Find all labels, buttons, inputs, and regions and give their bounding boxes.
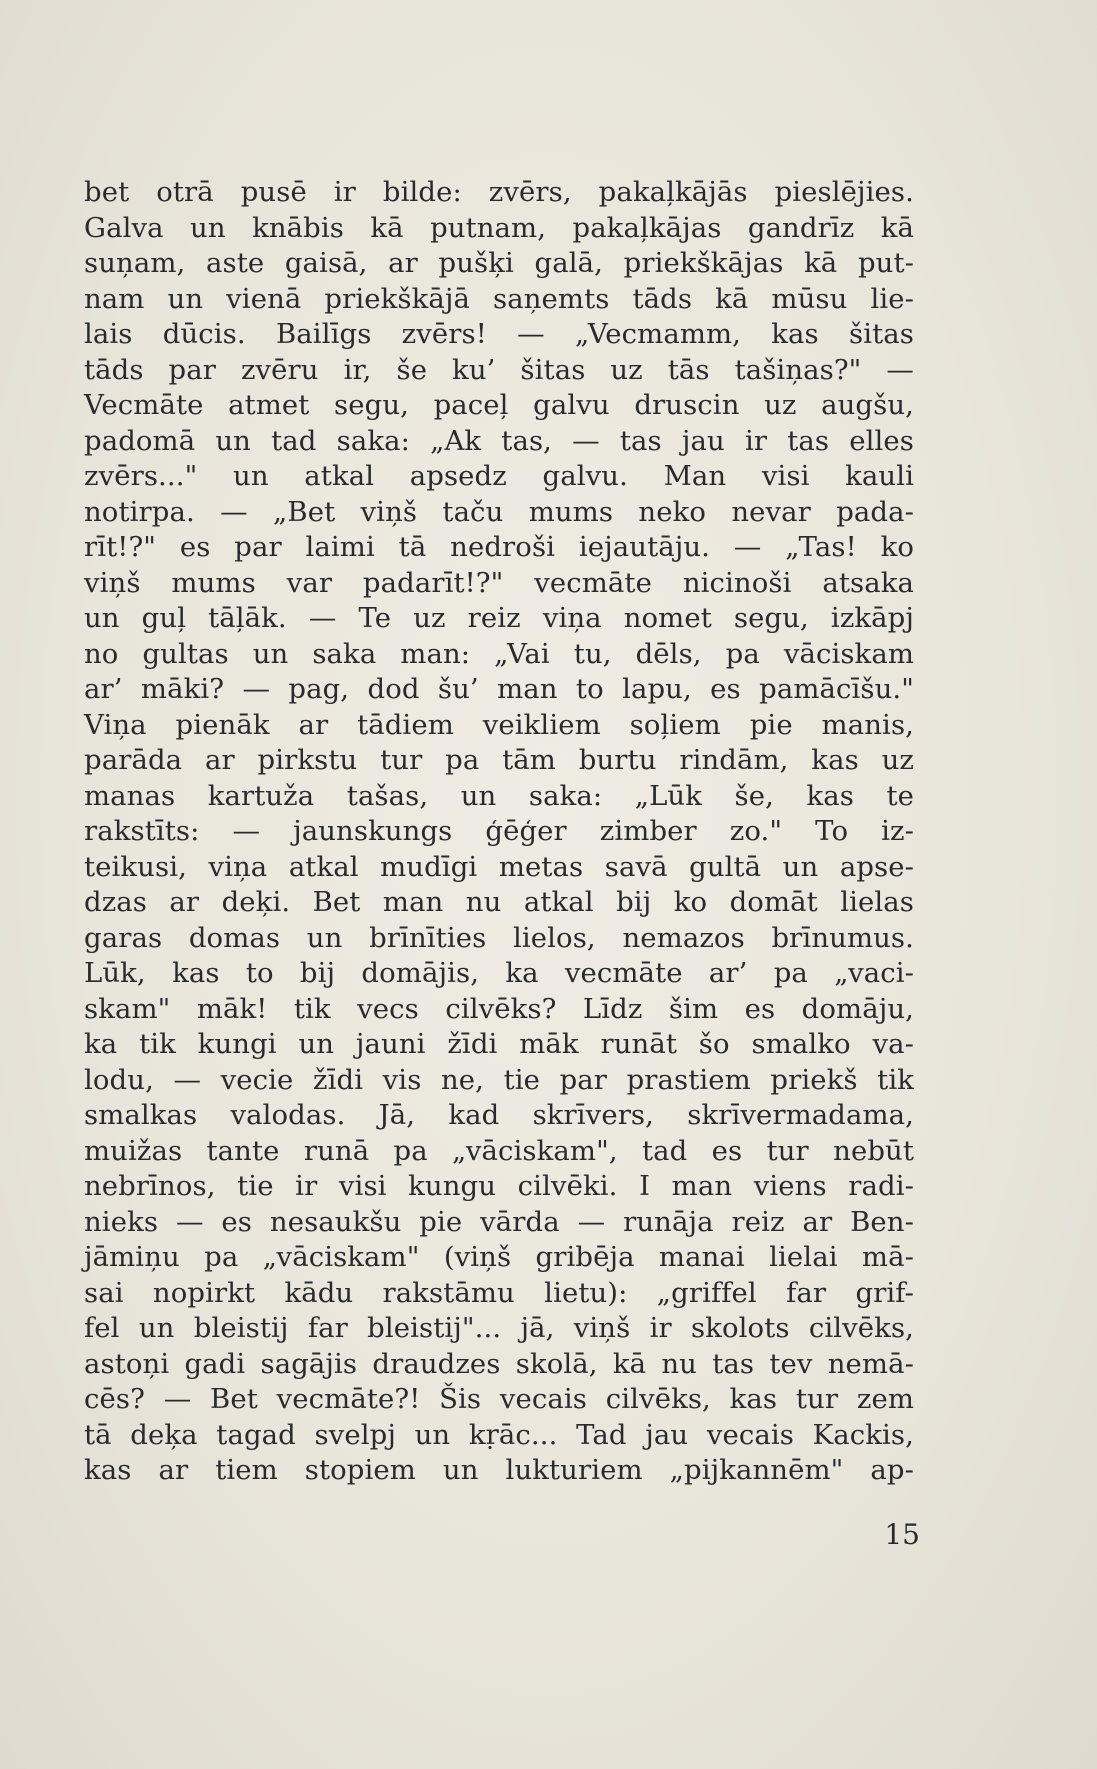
text-line: rakstīts: — jaunskungs ģēģer zimber zo." To iz- bbox=[84, 815, 914, 847]
text-line: dzas ar deķi. Bet man nu atkal bij ko domāt lielas bbox=[84, 886, 914, 918]
body-text bbox=[84, 175, 914, 1489]
page-number: 15 bbox=[884, 1518, 920, 1551]
text-line: fel un bleistij far bleistij"... jā, viņš ir skolots cilvēks, bbox=[84, 1312, 914, 1344]
text-line: un guļ tāļāk. — Te uz reiz viņa nomet segu, izkāpj bbox=[84, 602, 914, 634]
text-line: astoņi gadi sagājis draudzes skolā, kā nu tas tev nemā- bbox=[84, 1347, 914, 1380]
text-line: no gultas un saka man: „Vai tu, dēls, pa vāciskam bbox=[84, 637, 914, 670]
text-line: tāds par zvēru ir, še ku’ šitas uz tās tašiņas?" — bbox=[84, 353, 914, 386]
text-line: manas kartuža tašas, un saka: „Lūk še, kas te bbox=[84, 779, 914, 812]
text-line: skam" māk! tik vecs cilvēks? Līdz šim es domāju, bbox=[84, 992, 914, 1025]
text-line: kas ar tiem stopiem un lukturiem „pijkannēm" ap- bbox=[84, 1454, 914, 1486]
text-line: suņam, aste gaisā, ar pušķi galā, priekškājas kā put- bbox=[84, 247, 914, 279]
text-line: lais dūcis. Bailīgs zvērs! — „Vecmamm, kas šitas bbox=[84, 318, 914, 350]
text-line: cēs? — Bet vecmāte?! Šis vecais cilvēks, kas tur zem bbox=[84, 1383, 914, 1415]
text-line: nam un vienā priekškājā saņemts tāds kā mūsu lie- bbox=[84, 282, 914, 315]
text-line: bet otrā pusē ir bilde: zvērs, pakaļkājās pieslējies. bbox=[84, 176, 914, 208]
text-line: notirpa. — „Bet viņš taču mums neko nevar pada- bbox=[84, 495, 914, 528]
text-line: garas domas un brīnīties lielos, nemazos brīnumus. bbox=[84, 921, 914, 954]
text-line: Lūk, kas to bij domājis, ka vecmāte ar’ pa „vaci- bbox=[84, 957, 914, 989]
text-line: parāda ar pirkstu tur pa tām burtu rindām, kas uz bbox=[84, 744, 914, 776]
text-line: zvērs..." un atkal apsedz galvu. Man visi kauli bbox=[84, 460, 914, 492]
text-line: rīt!?" es par laimi tā nedroši iejautāju. — „Tas! ko bbox=[84, 531, 914, 563]
text-line: viņš mums var padarīt!?" vecmāte nicinoši atsaka bbox=[84, 566, 914, 599]
text-line: jāmiņu pa „vāciskam" (viņš gribēja manai lielai mā- bbox=[84, 1241, 914, 1273]
text-line: lodu, — vecie žīdi vis ne, tie par prastiem priekš tik bbox=[84, 1063, 914, 1096]
text-line: nebrīnos, tie ir visi kungu cilvēki. I man viens radi- bbox=[84, 1170, 914, 1202]
text-line: nieks — es nesaukšu pie vārda — runāja reiz ar Ben- bbox=[84, 1205, 914, 1238]
text-line: teikusi, viņa atkal mudīgi metas savā gultā un apse- bbox=[84, 850, 914, 883]
text-line: padomā un tad saka: „Ak tas, — tas jau ir tas elles bbox=[84, 424, 914, 457]
text-line: smalkas valodas. Jā, kad skrīvers, skrīvermadama, bbox=[84, 1099, 914, 1131]
text-line: ar’ māki? — pag, dod šu’ man to lapu, es pamācīšu." bbox=[84, 673, 914, 705]
text-line: tā deķa tagad svelpj un kṛāc... Tad jau vecais Kackis, bbox=[84, 1418, 914, 1451]
text-line: Galva un knābis kā putnam, pakaļkājas gandrīz kā bbox=[84, 211, 914, 244]
text-line: Vecmāte atmet segu, paceļ galvu druscin uz augšu, bbox=[84, 389, 914, 421]
text-line: Viņa pienāk ar tādiem veikliem soļiem pie manis, bbox=[84, 708, 914, 741]
text-line: sai nopirkt kādu rakstāmu lietu): „griffel far grif- bbox=[84, 1276, 914, 1309]
text-line: muižas tante runā pa „vāciskam", tad es tur nebūt bbox=[84, 1134, 914, 1167]
text-line: ka tik kungi un jauni žīdi māk runāt šo smalko va- bbox=[84, 1028, 914, 1060]
